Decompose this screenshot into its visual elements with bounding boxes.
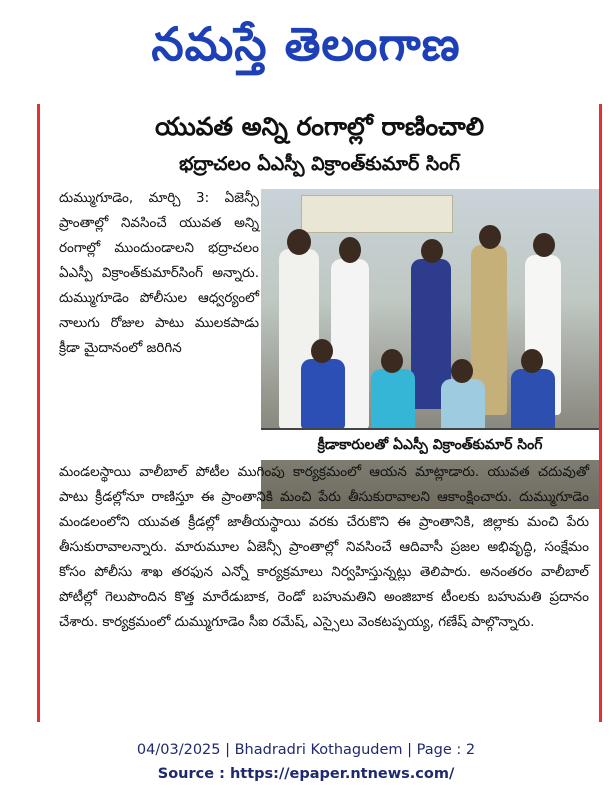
photo-person-head xyxy=(311,339,333,363)
photo-person-head xyxy=(533,233,555,257)
photo-person-head xyxy=(287,229,311,255)
article-subheadline: భద్రాచలం ఏఎస్పీ విక్రాంత్‌కుమార్ సింగ్ xyxy=(179,153,460,175)
photo-person-head xyxy=(381,349,403,373)
newspaper-logo: నమస్తే తెలంగాణ xyxy=(151,17,461,71)
photo-person-head xyxy=(451,359,473,383)
photo-person-head xyxy=(521,349,543,373)
photo-person xyxy=(301,359,345,429)
photo-person-head xyxy=(479,225,501,249)
article-body-left-column: దుమ్ముగూడెం, మార్చి 3: ఏజెన్సీ ప్రాంతాల్లో నివసించే యువత అన్ని రంగాల్లో ముందుండాలని భద్రాచలం ఏఎస్పీ విక్రాంత్‌కుమార్‌సింగ్ అన్నారు. దుమ్ముగూడెం పోలీసుల ఆధ్వర్యంలో నాలుగు రోజుల పాటు ములకపాడు క్రీడా మైదానంలో జరిగిన xyxy=(59,190,259,356)
article-headline: యువత అన్ని రంగాల్లో రాణించాలి xyxy=(154,112,485,141)
news-article xyxy=(37,104,602,722)
photo-caption: క్రీడాకారులతో ఏఎస్పీ విక్రాంత్‌కుమార్ సింగ్ xyxy=(261,428,599,460)
article-body-full-width: మండలస్థాయి వాలీబాల్ పోటీల ముగింపు కార్యక్రమంలో ఆయన మాట్లాడారు. యువత చదువుతో పాటు క్రీడల్లోనూ రాణిస్తూ ఈ ప్రాంతానికి మంచి పేరు తీసుకురావాలని ఆకాంక్షించారు. దుమ్ముగూడెం మండలంలోని యువత క్రీడల్లో జాతీయస్థాయి వరకు చేరుకొని ఈ ప్రాంతానికి, జిల్లాకు మంచి పేరు తీసుకురావాలన్నారు. మారుమూల ఏజెన్సీ ప్రాంతాల్లో నివసించే ఆదివాసీ ప్రజల అభివృద్ధి, సంక్షేమం కోసం పోలీసు శాఖ తరఫున ఎన్నో కార్యక్రమాలు నిర్వహిస్తున్నట్లు తెలిపారు. అనంతరం వాలీబాల్ పోటీల్లో గెలుపొందిన కొత్త మారేడుబాక, రెండో బహుమతిని అంజిబాక టీంలకు బహుమతి ప్రదానం చేశారు. కార్యక్రమంలో దుమ్ముగూడెం సీఐ రమేష్, ఎస్సైలు వెంకటప్పయ్య, గణేష్ పాల్గొన్నారు. xyxy=(59,464,589,630)
photo-background-banner xyxy=(301,195,453,233)
footer-source-link[interactable]: Source : https://epaper.ntnews.com/ xyxy=(157,766,455,782)
photo-person-head xyxy=(339,237,361,263)
footer-date-edition: 04/03/2025 | Bhadradri Kothagudem | Page : 2 xyxy=(136,742,476,758)
masthead xyxy=(0,0,612,88)
photo-person-head xyxy=(421,239,443,263)
